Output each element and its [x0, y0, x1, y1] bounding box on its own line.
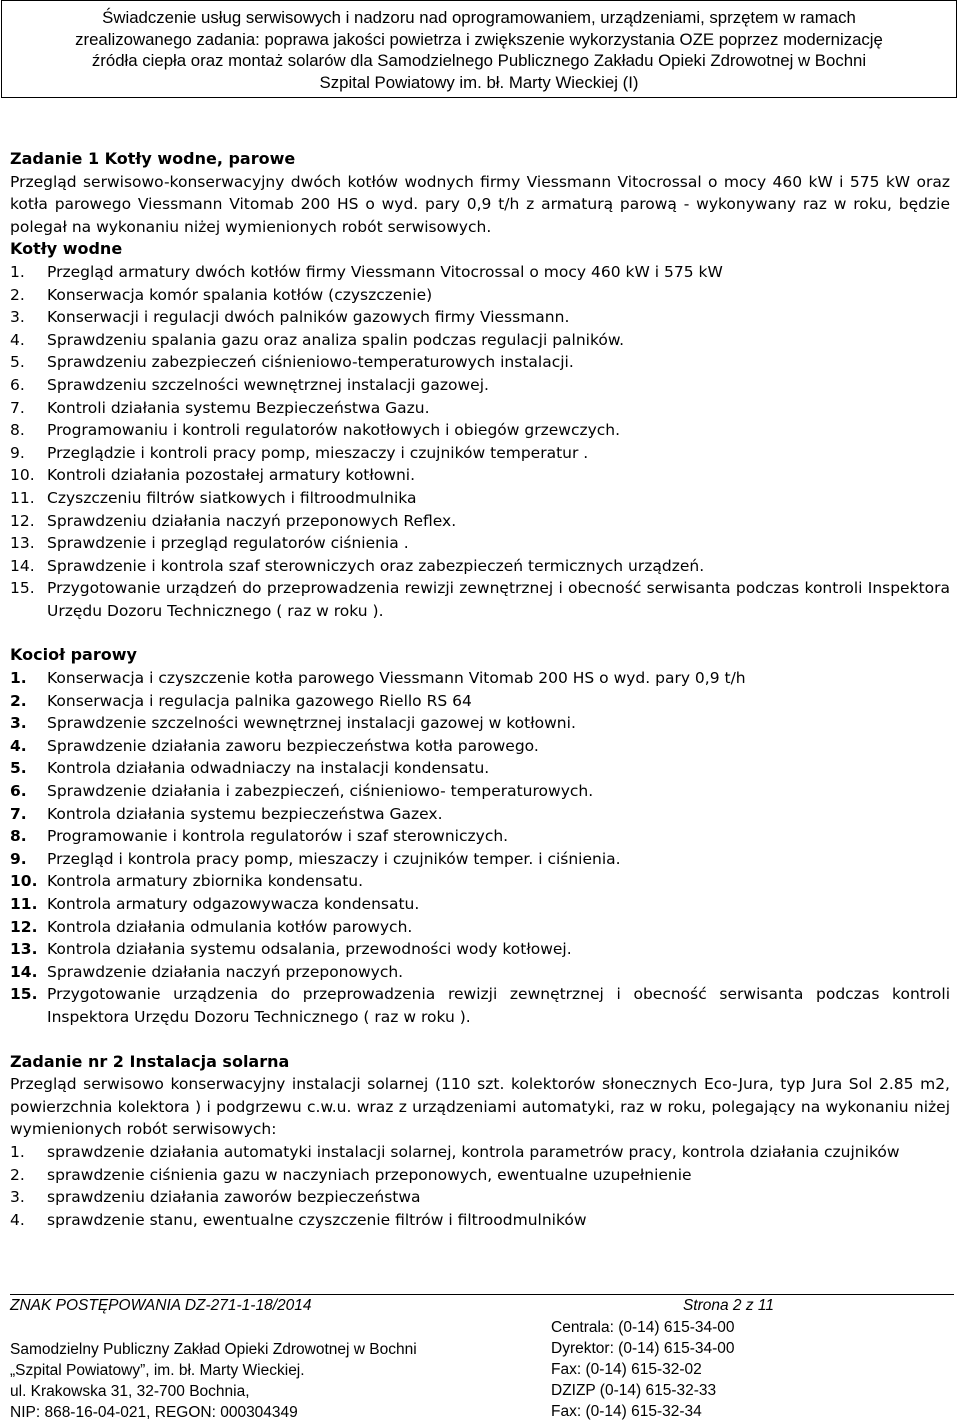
- item-text: sprawdzenie działania automatyki instalacji solarnej, kontrola parametrów pracy, kontrola działania czujników: [47, 1142, 900, 1161]
- task2-intro: Przegląd serwisowo konserwacyjny instalacji solarnej (110 szt. kolektorów słonecznych Eco-Jura, typ Jura Sol 2.85 m2, powierzchnia kolektora ) i podgrzewu c.w.u. wraz z urządzeniami automatyki, raz w roku, polegający na wykonaniu niżej wymienionych robót serwisowych:: [10, 1075, 950, 1139]
- item-text: Kontrola działania systemu bezpieczeństwa Gazex.: [47, 804, 443, 823]
- item-number: 8.: [10, 421, 25, 440]
- item-number: 13.: [10, 940, 38, 959]
- water-boilers-heading: Kotły wodne: [10, 239, 123, 259]
- item-number: 1.: [10, 669, 27, 688]
- item-number: 1.: [10, 1142, 25, 1161]
- header-line: źródła ciepła oraz montaż solarów dla Samodzielnego Publicznego Zakładu Opieki Zdrowotnej w Bochni: [91, 51, 867, 70]
- document-header: [1, 0, 957, 98]
- item-text: Kontroli działania systemu Bezpieczeństwa Gazu.: [47, 398, 430, 417]
- list-item: [10, 735, 950, 758]
- phone-line: Fax: (0-14) 615-32-02: [551, 1361, 702, 1378]
- item-number: 13.: [10, 534, 35, 553]
- list-item: [10, 893, 950, 916]
- list-item: [10, 419, 950, 442]
- item-text: Sprawdzenie i przegląd regulatorów ciśnienia .: [47, 534, 409, 553]
- item-number: 11.: [10, 895, 38, 913]
- steam-boiler-heading: Kocioł parowy: [10, 645, 137, 665]
- list-item: [10, 1186, 950, 1209]
- item-number: 6.: [10, 375, 25, 394]
- item-text: Kontrola armatury odgazowywacza kondensatu.: [47, 895, 420, 913]
- item-text: sprawdzenie ciśnienia gazu w naczyniach przeponowych, ewentualne uzupełnienie: [47, 1165, 692, 1184]
- task1-heading: Zadanie 1 Kotły wodne, parowe: [10, 149, 296, 168]
- list-item: [10, 938, 950, 961]
- item-text: Przeglądzie i kontroli pracy pomp, mieszaczy i czujników temperatur .: [47, 443, 589, 462]
- item-text: Programowanie i kontrola regulatorów i szaf sterowniczych.: [47, 827, 509, 846]
- procedure-reference: ZNAK POSTĘPOWANIA DZ-271-1-18/2014: [10, 1297, 312, 1314]
- document-footer: [10, 1294, 954, 1423]
- item-number: 3.: [10, 714, 27, 733]
- phone-line: DZIZP (0-14) 615-32-33: [551, 1382, 717, 1399]
- list-item: [10, 329, 950, 352]
- item-text: Konserwacji i regulacji dwóch palników gazowych firmy Viessmann.: [47, 308, 570, 327]
- list-item: [10, 351, 950, 374]
- item-text: Konserwacja komór spalania kotłów (czyszczenie): [47, 285, 433, 304]
- item-text: Kontroli działania pozostałej armatury kotłowni.: [47, 466, 416, 485]
- address-line: NIP: 868-16-04-021, REGON: 000304349: [10, 1404, 298, 1421]
- item-number: 9.: [10, 849, 27, 868]
- item-text: Programowaniu i kontroli regulatorów nakotłowych i obiegów grzewczych.: [47, 421, 621, 440]
- list-item: [10, 442, 950, 465]
- item-text: Sprawdzenie działania zaworu bezpieczeństwa kotła parowego.: [47, 736, 539, 755]
- item-text: Przegląd i kontrola pracy pomp, mieszaczy i czujników temper. i ciśnienia.: [47, 849, 621, 868]
- address-line: ul. Krakowska 31, 32-700 Bochnia,: [10, 1383, 250, 1400]
- item-number: 4.: [10, 736, 27, 755]
- item-text: sprawdzenie stanu, ewentualne czyszczenie filtrów i filtroodmulników: [47, 1210, 587, 1229]
- list-item: [10, 284, 950, 307]
- list-item: [10, 803, 950, 826]
- item-number: 12.: [10, 511, 35, 530]
- item-text: Sprawdzeniu spalania gazu oraz analiza spalin podczas regulacji palników.: [47, 330, 625, 349]
- list-item: [10, 916, 950, 939]
- item-text: Sprawdzenie działania naczyń przeponowych.: [47, 962, 404, 981]
- list-item: [10, 374, 950, 397]
- item-number: 8.: [10, 827, 27, 846]
- item-text: Kontrola armatury zbiornika kondensatu.: [47, 872, 364, 891]
- list-item: [10, 983, 950, 1028]
- item-text: Sprawdzeniu działania naczyń przeponowych Reflex.: [47, 511, 457, 530]
- item-text: Kontrola działania systemu odsalania, przewodności wody kotłowej.: [47, 940, 572, 959]
- item-number: 4.: [10, 330, 25, 349]
- list-item: [10, 555, 950, 578]
- list-item: [10, 397, 950, 420]
- item-text: Sprawdzeniu szczelności wewnętrznej instalacji gazowej.: [47, 375, 489, 394]
- item-text: Sprawdzenie szczelności wewnętrznej instalacji gazowej w kotłowni.: [47, 714, 576, 733]
- item-number: 3.: [10, 1188, 25, 1207]
- water-boilers-list: [10, 261, 950, 623]
- list-item: [10, 487, 950, 510]
- list-item: [10, 1164, 950, 1187]
- item-number: 10.: [10, 466, 35, 485]
- item-number: 5.: [10, 353, 25, 372]
- page-number: Strona 2 z 11: [682, 1297, 774, 1314]
- list-item: [10, 667, 950, 690]
- item-number: 14.: [10, 556, 35, 575]
- item-number: 2.: [10, 691, 27, 710]
- item-number: 3.: [10, 308, 25, 327]
- item-number: 6.: [10, 782, 27, 801]
- list-item: [10, 510, 950, 533]
- list-item: [10, 848, 950, 871]
- list-item: [10, 825, 950, 848]
- item-text: Konserwacja i czyszczenie kotła parowego Viessmann Vitomab 200 HS o wyd. pary 0,9 t/h: [47, 669, 746, 688]
- list-item: [10, 1141, 950, 1164]
- item-number: 2.: [10, 285, 25, 304]
- item-text: Sprawdzenie i kontrola szaf sterowniczych oraz zabezpieczeń termicznych urządzeń.: [47, 556, 705, 575]
- list-item: [10, 961, 950, 984]
- list-item: [10, 757, 950, 780]
- list-item: [10, 577, 950, 622]
- item-text: sprawdzeniu działania zaworów bezpieczeństwa: [47, 1188, 421, 1207]
- item-number: 12.: [10, 917, 38, 936]
- header-line: Szpital Powiatowy im. bł. Marty Wieckiej (I): [319, 72, 639, 92]
- solar-list: [10, 1141, 950, 1231]
- phone-line: Fax: (0-14) 615-32-34: [551, 1403, 702, 1420]
- item-number: 10.: [10, 872, 38, 891]
- item-number: 4.: [10, 1210, 25, 1229]
- task1-intro: Przegląd serwisowo-konserwacyjny dwóch kotłów wodnych firmy Viessmann Vitocrossal o mocy 460 kW i 575 kW oraz kotła parowego Viessmann Vitomab 200 HS o wyd. pary 0,9 t/h z armaturą parową - wykonywany raz w roku, będzie polegał na wykonaniu niżej wymienionych robót serwisowych.: [10, 172, 950, 236]
- item-text: Czyszczeniu filtrów siatkowych i filtroodmulnika: [47, 488, 417, 507]
- list-item: [10, 306, 950, 329]
- list-item: [10, 261, 950, 284]
- task2-heading: Zadanie nr 2 Instalacja solarna: [10, 1051, 290, 1071]
- contact-phones: [551, 1317, 735, 1422]
- item-number: 14.: [10, 962, 38, 981]
- list-item: [10, 712, 950, 735]
- item-text: Kontrola działania odwadniaczy na instalacji kondensatu.: [47, 759, 490, 778]
- phone-line: Dyrektor: (0-14) 615-34-00: [551, 1340, 735, 1357]
- item-number: 1.: [10, 262, 25, 281]
- address-line: Samodzielny Publiczny Zakład Opieki Zdrowotnej w Bochni: [10, 1341, 417, 1358]
- item-text: Przegląd armatury dwóch kotłów firmy Viessmann Vitocrossal o mocy 460 kW i 575 kW: [47, 262, 723, 281]
- item-text: Przygotowanie urządzeń do przeprowadzenia rewizji zewnętrznej i obecność serwisanta podczas kontroli Inspektora Urzędu Dozoru Technicznego ( raz w roku ).: [47, 579, 950, 620]
- list-item: [10, 1209, 950, 1232]
- list-item: [10, 464, 950, 487]
- document-body: [10, 148, 950, 1231]
- item-text: Przygotowanie urządzenia do przeprowadzenia rewizji zewnętrznej i obecność serwisanta podczas kontroli Inspektora Urzędu Dozoru Technicznego ( raz w roku ).: [47, 985, 950, 1026]
- institution-address: [10, 1339, 417, 1423]
- item-text: Sprawdzenie działania i zabezpieczeń, ciśnieniowo- temperaturowych.: [47, 782, 594, 801]
- address-line: „Szpital Powiatowy”, im. bł. Marty Wieckiej.: [10, 1362, 305, 1379]
- list-item: [10, 532, 950, 555]
- list-item: [10, 870, 950, 893]
- header-line: zrealizowanego zadania: poprawa jakości powietrza i zwiększenie wykorzystania OZE poprzez modernizację: [75, 29, 883, 49]
- item-number: 7.: [10, 804, 27, 823]
- item-number: 5.: [10, 759, 27, 778]
- list-item: [10, 780, 950, 803]
- item-text: Kontrola działania odmulania kotłów parowych.: [47, 917, 413, 936]
- item-text: Sprawdzeniu zabezpieczeń ciśnieniowo-temperaturowych instalacji.: [47, 353, 574, 372]
- steam-boiler-list: [10, 667, 950, 1029]
- item-number: 9.: [10, 443, 25, 462]
- item-number: 11.: [10, 488, 35, 507]
- item-number: 2.: [10, 1165, 25, 1184]
- item-text: Konserwacja i regulacja palnika gazowego Riello RS 64: [47, 691, 472, 710]
- item-number: 15.: [10, 579, 35, 598]
- item-number: 7.: [10, 398, 25, 417]
- list-item: [10, 690, 950, 713]
- phone-line: Centrala: (0-14) 615-34-00: [551, 1319, 735, 1336]
- item-number: 15.: [10, 985, 38, 1004]
- header-line: Świadczenie usług serwisowych i nadzoru nad oprogramowaniem, urządzeniami, sprzętem w ramach: [102, 8, 856, 27]
